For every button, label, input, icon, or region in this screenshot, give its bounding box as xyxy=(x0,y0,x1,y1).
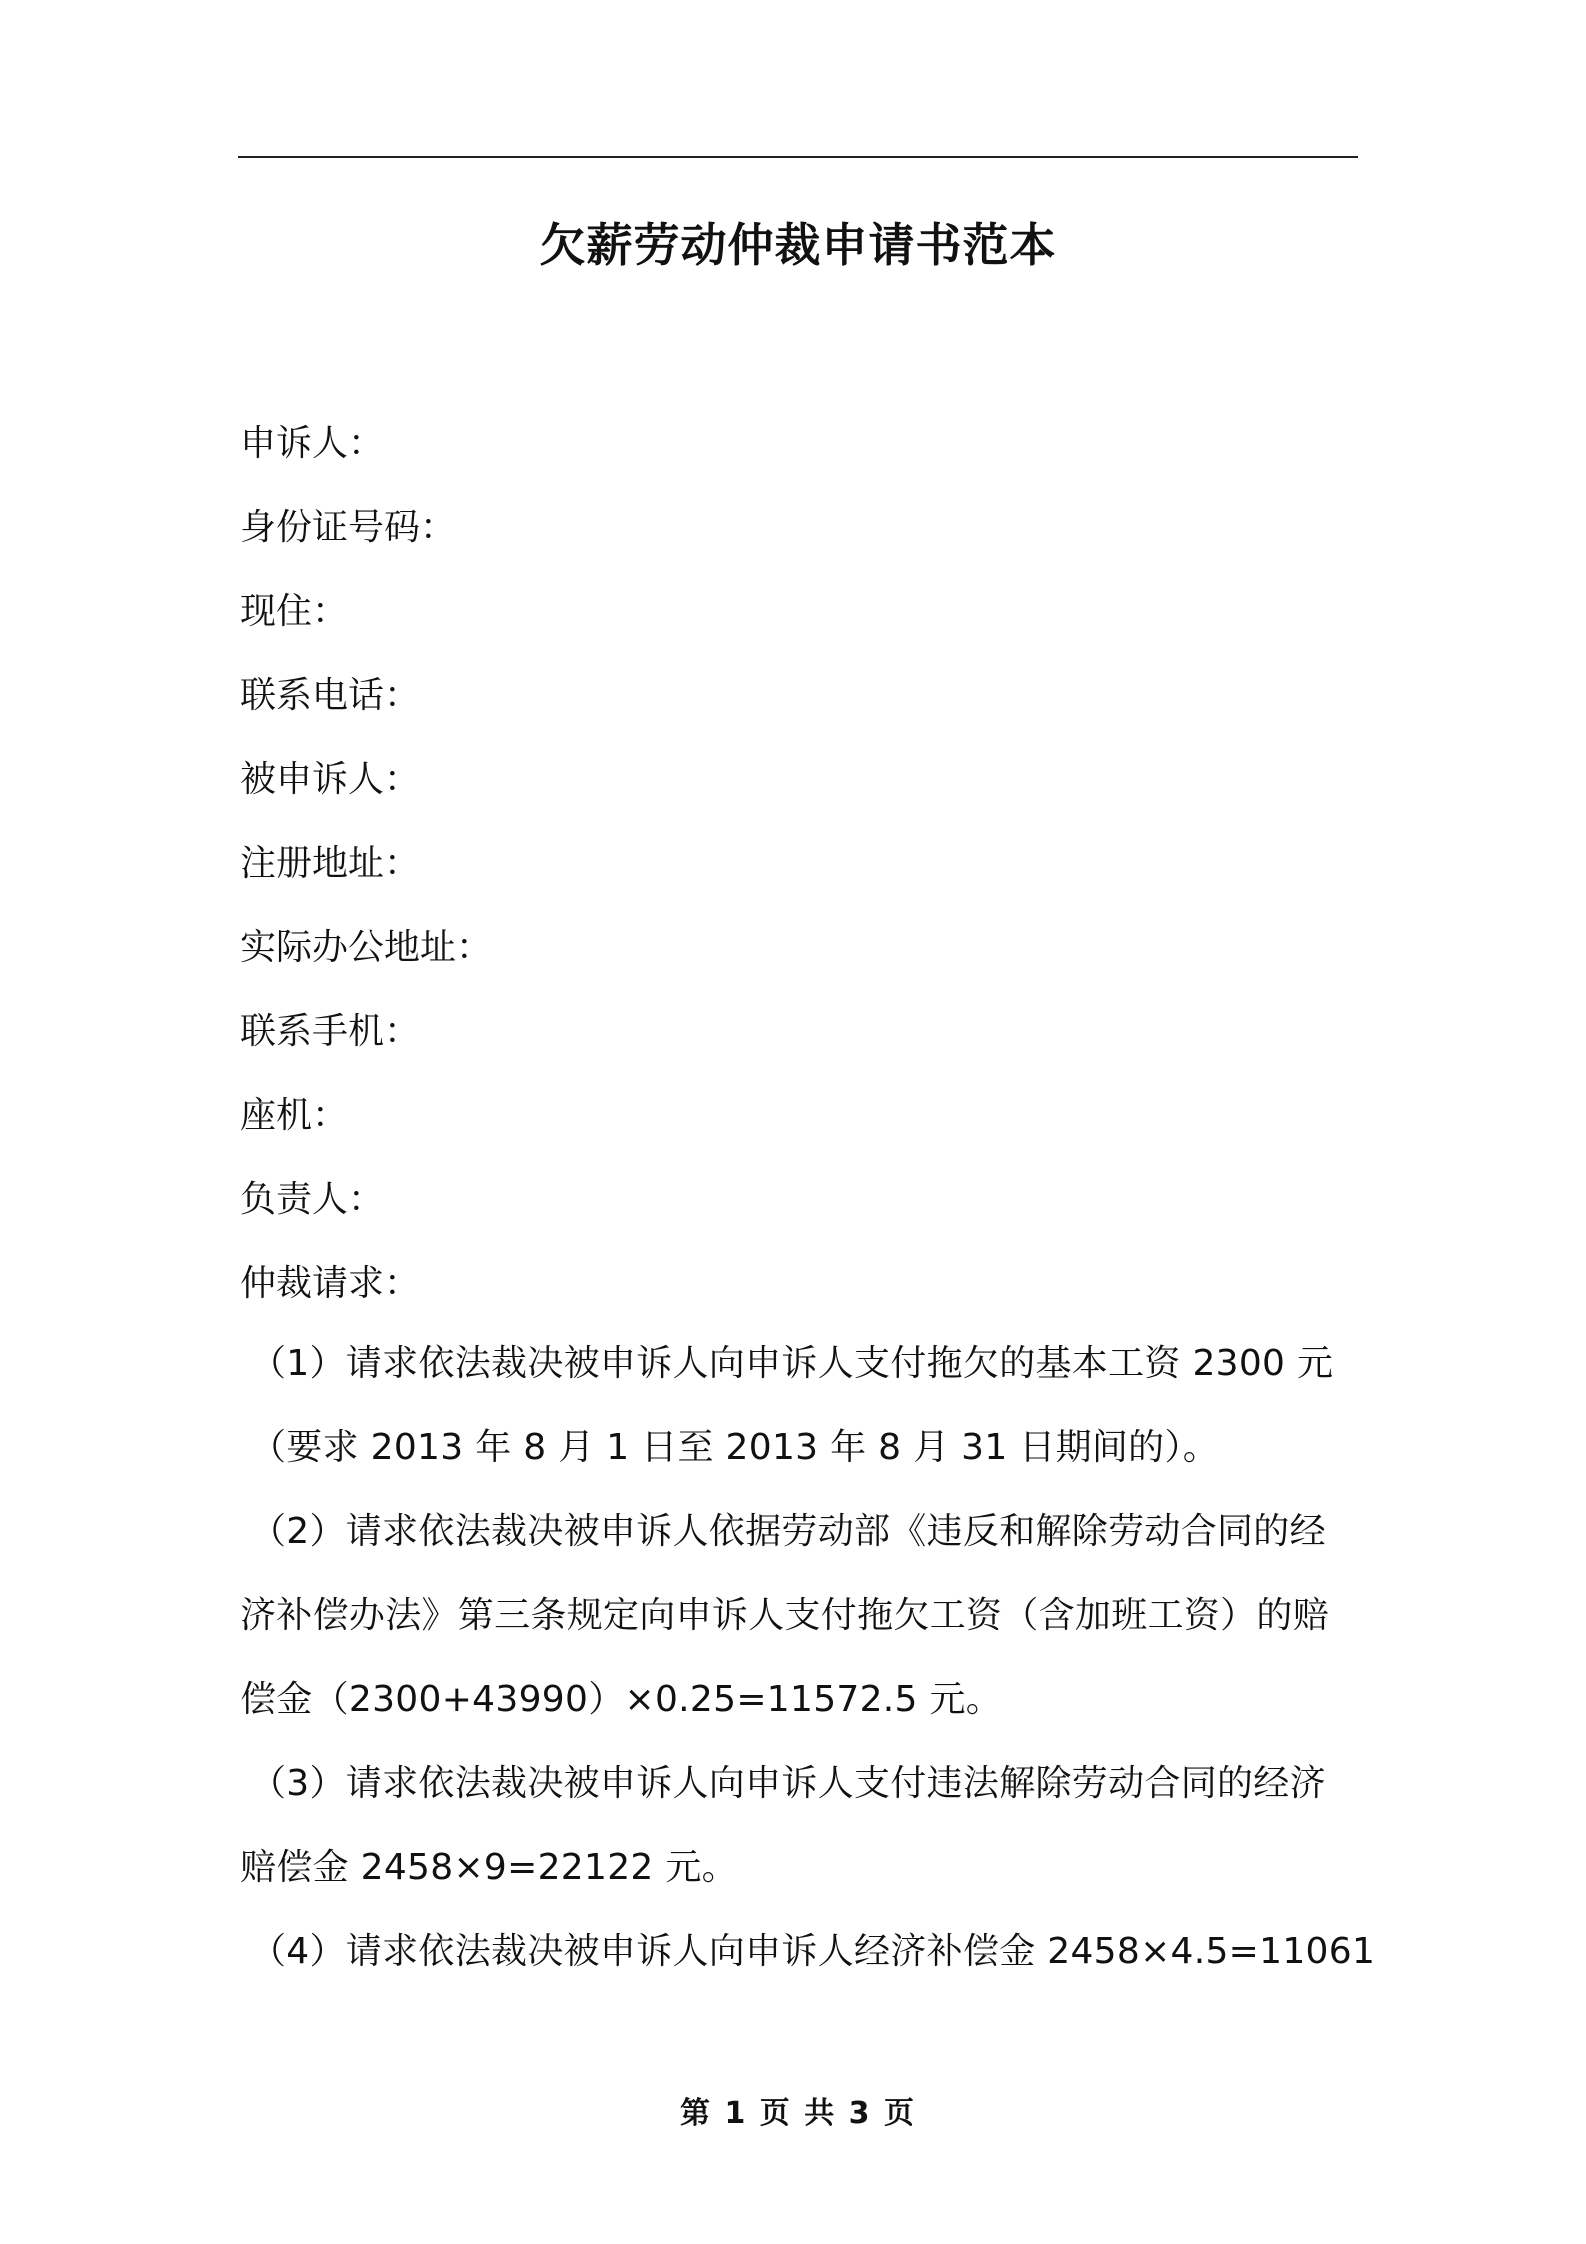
field-office-address: 实际办公地址： xyxy=(240,927,493,968)
party-info-fields xyxy=(240,402,1360,1326)
header-rule xyxy=(238,156,1358,158)
field-person-in-charge: 负责人： xyxy=(240,1179,385,1220)
claim-1-line-1: （1）请求依法裁决被申诉人向申诉人支付拖欠的基本工资 2300 元 xyxy=(250,1343,1334,1384)
claim-2-line-2: 济补偿办法》第三条规定向申诉人支付拖欠工资（含加班工资）的赔 xyxy=(240,1595,1330,1636)
claim-3-line-1: （3）请求依法裁决被申诉人向申诉人支付违法解除劳动合同的经济 xyxy=(250,1763,1326,1804)
claim-1-line-2: （要求 2013 年 8 月 1 日至 2013 年 8 月 31 日期间的）。 xyxy=(250,1427,1220,1468)
field-respondent: 被申诉人： xyxy=(240,759,421,800)
field-registered-address: 注册地址： xyxy=(240,843,421,884)
claim-2-line-3: 偿金（2300+43990）×0.25=11572.5 元。 xyxy=(240,1679,1003,1720)
field-contact-mobile: 联系手机： xyxy=(240,1011,421,1052)
claim-4-line-1: （4）请求依法裁决被申诉人向申诉人经济补偿金 2458×4.5=11061 xyxy=(250,1931,1376,1972)
field-arbitration-requests: 仲裁请求： xyxy=(240,1263,421,1304)
page-number-footer: 第 1 页 共 3 页 xyxy=(680,2096,916,2131)
field-contact-phone: 联系电话： xyxy=(240,675,421,716)
arbitration-claims xyxy=(240,1322,1376,1994)
field-current-address: 现住： xyxy=(240,591,349,632)
claim-3-line-2: 赔偿金 2458×9=22122 元。 xyxy=(240,1847,738,1888)
claim-2-line-1: （2）请求依法裁决被申诉人依据劳动部《违反和解除劳动合同的经 xyxy=(250,1511,1326,1552)
document-title: 欠薪劳动仲裁申请书范本 xyxy=(539,218,1057,272)
field-complainant: 申诉人： xyxy=(240,423,385,464)
field-landline: 座机： xyxy=(240,1095,349,1136)
field-id-number: 身份证号码： xyxy=(240,507,457,548)
